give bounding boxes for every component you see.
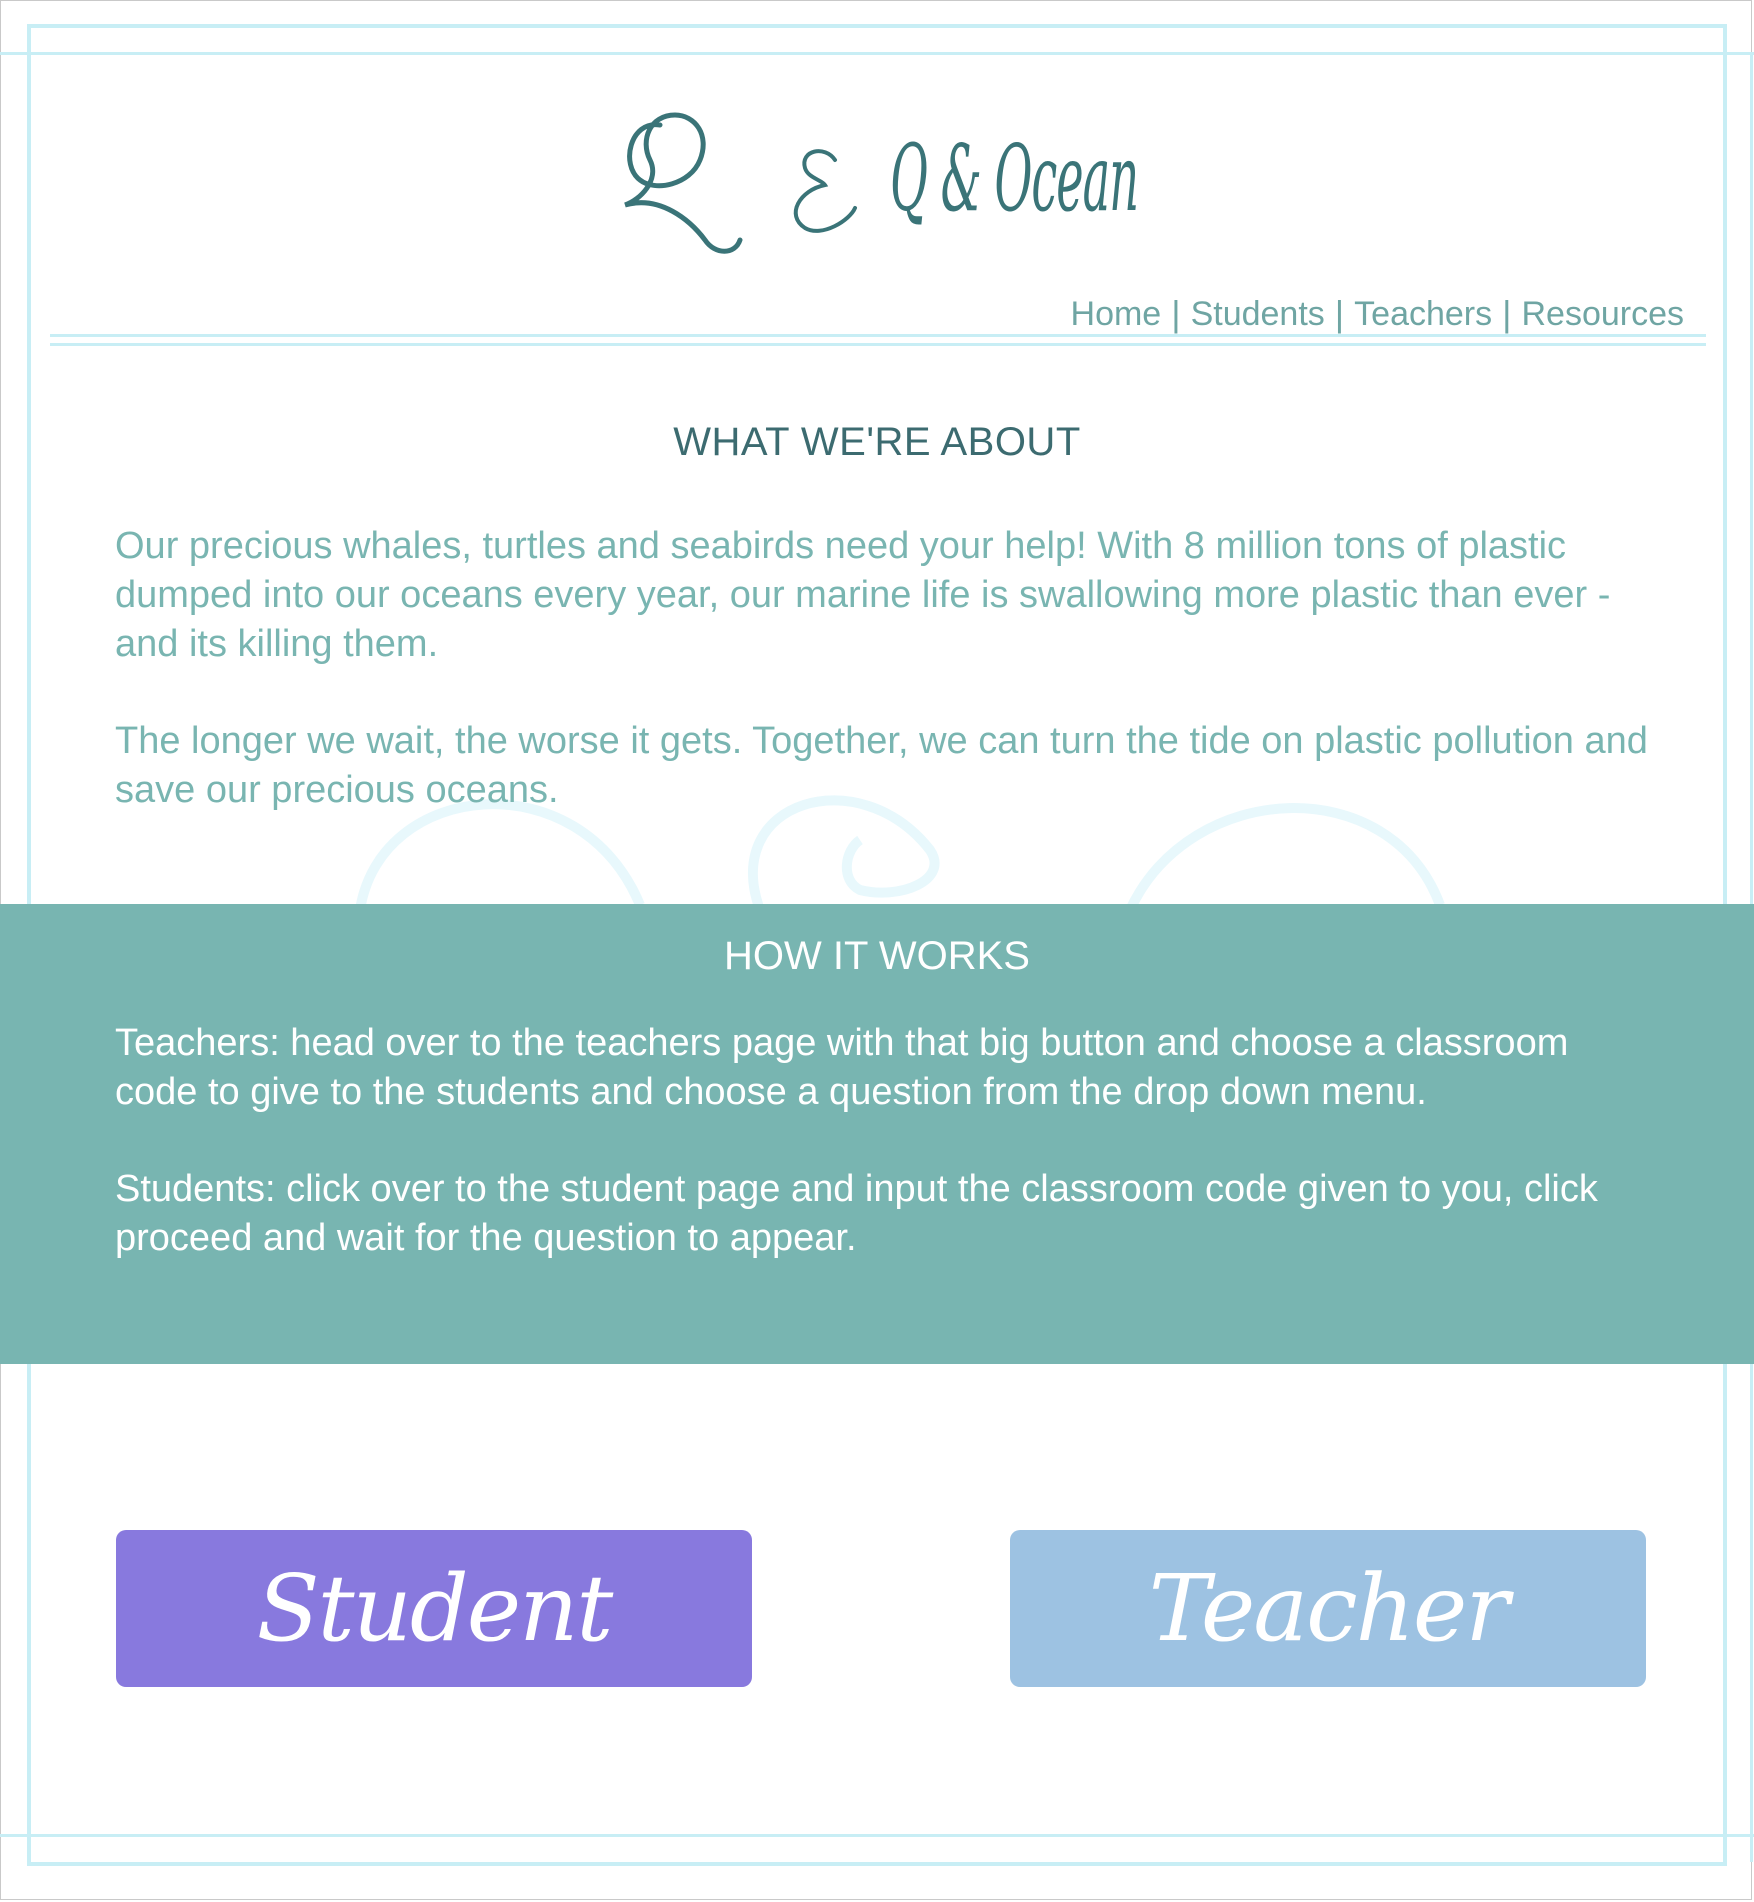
logo-ampersand-mark — [796, 151, 855, 231]
main-nav — [1061, 293, 1694, 335]
teacher-button-label: Teacher — [1148, 1555, 1508, 1662]
about-text — [115, 522, 1655, 863]
about-paragraph: Our precious whales, turtles and seabirds need your help! With 8 million tons of plastic dumped into our oceans every year, our marine life is swallowing more plastic than ever - and its killing them. — [115, 525, 1611, 665]
frame-line-bottom-inner — [0, 1834, 1754, 1837]
about-title: WHAT WE'RE ABOUT — [673, 420, 1081, 464]
frame-line-top-inner — [27, 24, 1727, 28]
student-button[interactable] — [116, 1530, 752, 1687]
student-button-label: Student — [256, 1555, 612, 1662]
brand-logo[interactable] — [600, 90, 1160, 280]
nav-separator: | — [1171, 293, 1181, 334]
nav-link-resources[interactable]: Resources — [1521, 294, 1684, 333]
how-it-works-paragraph: Teachers: head over to the teachers page with that big button and choose a classroom code to give to the students and choose a question from the drop down menu. — [115, 1022, 1569, 1113]
about-paragraph: The longer we wait, the worse it gets. Together, we can turn the tide on plastic pollution and save our precious oceans. — [115, 720, 1648, 811]
teacher-button[interactable] — [1010, 1530, 1646, 1687]
nav-link-home[interactable]: Home — [1070, 294, 1162, 333]
frame-line-bottom-outer — [27, 1862, 1727, 1866]
header-rule-bottom — [50, 343, 1706, 346]
nav-separator: | — [1334, 293, 1345, 334]
nav-link-teachers[interactable]: Teachers — [1354, 294, 1493, 333]
nav-link-students[interactable]: Students — [1190, 294, 1325, 333]
how-it-works-section — [0, 904, 1754, 1364]
frame-line-top-outer — [0, 52, 1754, 55]
logo-q-mark — [625, 115, 740, 251]
header-rule-top — [50, 334, 1706, 337]
how-it-works-text — [115, 1019, 1655, 1311]
logo-text: Q & Ocean — [890, 125, 1138, 232]
nav-separator: | — [1502, 293, 1512, 334]
how-it-works-title: HOW IT WORKS — [724, 934, 1030, 978]
how-it-works-paragraph: Students: click over to the student page and input the classroom code given to you, click proceed and wait for the question to appear. — [115, 1168, 1598, 1259]
